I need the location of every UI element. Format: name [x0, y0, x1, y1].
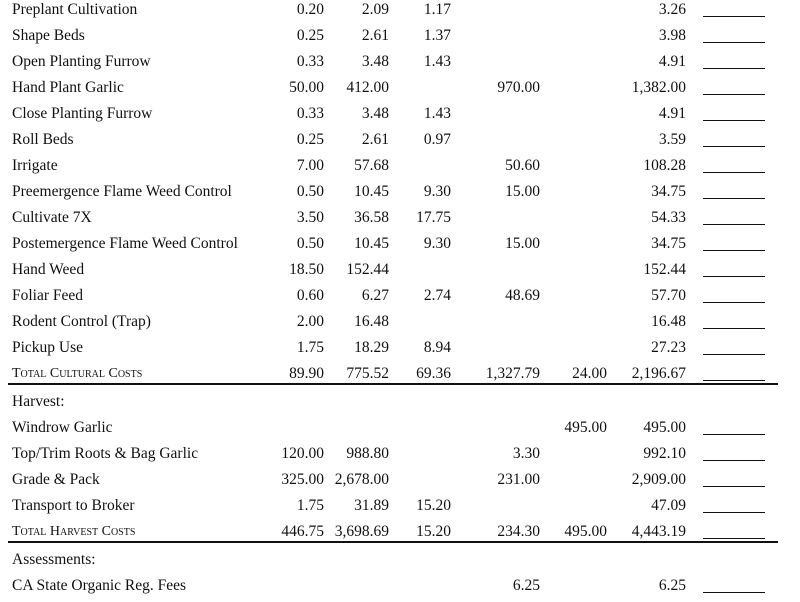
value-cell: 18.29 — [354, 339, 389, 356]
value-cell: 15.20 — [416, 523, 451, 540]
blank-line — [703, 538, 765, 539]
value-cell: 24.00 — [572, 365, 607, 382]
value-cell: 4.91 — [658, 105, 686, 122]
value-cell: 988.80 — [346, 445, 389, 462]
table-row — [0, 444, 800, 470]
blank-line — [703, 94, 765, 95]
value-cell: 9.30 — [423, 183, 451, 200]
value-cell — [325, 576, 389, 602]
harvest-heading: Harvest: — [12, 393, 65, 410]
operation-label: Preplant Cultivation — [12, 1, 138, 18]
operation-label: Foliar Feed — [12, 287, 84, 304]
value-cell: 7.00 — [296, 157, 324, 174]
table-row — [0, 156, 800, 182]
value-cell: 9.30 — [423, 235, 451, 252]
value-cell: 3.98 — [658, 27, 686, 44]
value-cell — [550, 470, 607, 496]
value-cell: 446.75 — [281, 523, 324, 540]
table-row — [0, 182, 800, 208]
value-cell — [470, 418, 540, 444]
value-cell: 6.27 — [361, 287, 389, 304]
table-row — [0, 52, 800, 78]
value-cell: 231.00 — [497, 471, 540, 488]
value-cell — [470, 130, 540, 156]
value-cell: 34.75 — [651, 183, 686, 200]
value-cell: 1.37 — [423, 27, 451, 44]
value-cell: 2.74 — [423, 287, 451, 304]
value-cell: 34.75 — [651, 235, 686, 252]
value-cell — [470, 0, 540, 26]
value-cell: 1.43 — [423, 105, 451, 122]
value-cell — [400, 156, 451, 182]
blank-line — [703, 42, 765, 43]
blank-line — [703, 224, 765, 225]
table-row — [0, 0, 800, 26]
value-cell: 0.50 — [296, 183, 324, 200]
assessments-heading: Assessments: — [12, 551, 96, 568]
value-cell: 495.00 — [643, 419, 686, 436]
value-cell: 4.91 — [658, 53, 686, 70]
total-label: Total Cultural Costs — [12, 366, 143, 381]
value-cell — [470, 104, 540, 130]
operation-label: CA State Organic Reg. Fees — [12, 577, 187, 594]
value-cell: 3,698.69 — [334, 523, 389, 540]
value-cell: 1,327.79 — [485, 365, 540, 382]
value-cell: 1.17 — [423, 1, 451, 18]
value-cell — [470, 26, 540, 52]
value-cell — [550, 182, 607, 208]
value-cell: 1.43 — [423, 53, 451, 70]
value-cell — [550, 78, 607, 104]
value-cell: 50.00 — [289, 79, 324, 96]
value-cell: 0.33 — [296, 53, 324, 70]
value-cell — [550, 286, 607, 312]
blank-line — [703, 172, 765, 173]
value-cell — [470, 52, 540, 78]
value-cell: 120.00 — [281, 445, 324, 462]
value-cell: 31.89 — [354, 497, 389, 514]
blank-line — [703, 198, 765, 199]
blank-line — [703, 120, 765, 121]
table-row — [0, 260, 800, 286]
operation-label: Grade & Pack — [12, 471, 100, 488]
value-cell: 57.68 — [354, 157, 389, 174]
value-cell — [550, 26, 607, 52]
value-cell — [470, 208, 540, 234]
value-cell: 2.09 — [361, 1, 389, 18]
value-cell: 16.48 — [354, 313, 389, 330]
operation-label: Hand Weed — [12, 261, 85, 278]
blank-line — [703, 250, 765, 251]
value-cell: 0.25 — [296, 27, 324, 44]
value-cell: 15.00 — [505, 183, 540, 200]
value-cell: 4,443.19 — [631, 523, 686, 540]
value-cell: 10.45 — [354, 183, 389, 200]
value-cell — [400, 470, 451, 496]
operation-label: Irrigate — [12, 157, 58, 174]
blank-line — [703, 486, 765, 487]
value-cell: 2,909.00 — [631, 471, 686, 488]
blank-line — [703, 302, 765, 303]
table-row — [0, 470, 800, 496]
value-cell — [550, 208, 607, 234]
table-row — [0, 26, 800, 52]
value-cell: 970.00 — [497, 79, 540, 96]
value-cell — [550, 338, 607, 364]
value-cell — [400, 444, 451, 470]
value-cell: 1.75 — [296, 497, 324, 514]
value-cell — [400, 576, 451, 602]
section-heading-row — [0, 550, 800, 576]
table-row — [0, 418, 800, 444]
table-row — [0, 286, 800, 312]
operation-label: Hand Plant Garlic — [12, 79, 124, 96]
blank-line — [703, 460, 765, 461]
value-cell: 10.45 — [354, 235, 389, 252]
value-cell: 0.25 — [296, 131, 324, 148]
blank-line — [703, 592, 765, 593]
value-cell: 495.00 — [564, 523, 607, 540]
value-cell: 152.44 — [643, 261, 686, 278]
section-heading-row — [0, 392, 800, 418]
operation-label: Transport to Broker — [12, 497, 135, 514]
value-cell: 54.33 — [651, 209, 686, 226]
blank-line — [703, 354, 765, 355]
value-cell: 0.20 — [296, 1, 324, 18]
value-cell — [400, 418, 451, 444]
total-label: Total Harvest Costs — [12, 524, 136, 539]
value-cell: 18.50 — [289, 261, 324, 278]
table-row — [0, 496, 800, 522]
value-cell: 3.59 — [658, 131, 686, 148]
value-cell — [550, 52, 607, 78]
value-cell: 3.48 — [361, 105, 389, 122]
value-cell — [550, 444, 607, 470]
value-cell — [470, 338, 540, 364]
operation-label: Windrow Garlic — [12, 419, 113, 436]
operation-label: Pickup Use — [12, 339, 84, 356]
table-row — [0, 130, 800, 156]
operation-label: Shape Beds — [12, 27, 85, 44]
value-cell: 6.25 — [658, 577, 686, 594]
value-cell — [400, 260, 451, 286]
value-cell: 3.26 — [658, 1, 686, 18]
value-cell — [550, 104, 607, 130]
total-cultural-costs-row — [0, 364, 800, 390]
value-cell — [400, 78, 451, 104]
value-cell: 775.52 — [346, 365, 389, 382]
value-cell: 234.30 — [497, 523, 540, 540]
value-cell — [550, 130, 607, 156]
operation-label: Close Planting Furrow — [12, 105, 153, 122]
operation-label: Top/Trim Roots & Bag Garlic — [12, 445, 199, 462]
value-cell: 0.33 — [296, 105, 324, 122]
value-cell: 412.00 — [346, 79, 389, 96]
value-cell: 6.25 — [512, 577, 540, 594]
value-cell — [470, 260, 540, 286]
value-cell: 15.00 — [505, 235, 540, 252]
blank-line — [703, 16, 765, 17]
blank-line — [703, 434, 765, 435]
value-cell: 69.36 — [416, 365, 451, 382]
blank-line — [703, 380, 765, 381]
value-cell: 8.94 — [423, 339, 451, 356]
value-cell: 2.61 — [361, 131, 389, 148]
value-cell: 495.00 — [564, 419, 607, 436]
section-divider — [8, 383, 778, 385]
blank-line — [703, 146, 765, 147]
value-cell — [550, 156, 607, 182]
operation-label: Roll Beds — [12, 131, 74, 148]
value-cell: 15.20 — [416, 497, 451, 514]
table-row — [0, 576, 800, 602]
value-cell — [550, 260, 607, 286]
value-cell — [550, 0, 607, 26]
operation-label: Rodent Control (Trap) — [12, 313, 151, 330]
table-row — [0, 338, 800, 364]
table-row — [0, 234, 800, 260]
value-cell: 2.61 — [361, 27, 389, 44]
value-cell: 108.28 — [643, 157, 686, 174]
value-cell: 36.58 — [354, 209, 389, 226]
table-row — [0, 312, 800, 338]
value-cell: 0.97 — [423, 131, 451, 148]
value-cell: 48.69 — [505, 287, 540, 304]
value-cell: 27.23 — [651, 339, 686, 356]
operation-label: Postemergence Flame Weed Control — [12, 235, 238, 252]
value-cell: 17.75 — [416, 209, 451, 226]
value-cell — [550, 576, 607, 602]
value-cell: 57.70 — [651, 287, 686, 304]
value-cell — [550, 312, 607, 338]
value-cell: 47.09 — [651, 497, 686, 514]
table-row — [0, 78, 800, 104]
value-cell — [255, 576, 324, 602]
value-cell: 3.50 — [296, 209, 324, 226]
total-harvest-costs-row — [0, 522, 800, 548]
value-cell — [255, 418, 324, 444]
value-cell: 1.75 — [296, 339, 324, 356]
value-cell — [470, 496, 540, 522]
value-cell: 50.60 — [505, 157, 540, 174]
value-cell: 16.48 — [651, 313, 686, 330]
value-cell: 2.00 — [296, 313, 324, 330]
value-cell: 2,196.67 — [631, 365, 686, 382]
value-cell — [550, 496, 607, 522]
blank-line — [703, 276, 765, 277]
value-cell — [470, 312, 540, 338]
blank-line — [703, 328, 765, 329]
blank-line — [703, 68, 765, 69]
value-cell: 3.48 — [361, 53, 389, 70]
value-cell: 152.44 — [346, 261, 389, 278]
value-cell: 89.90 — [289, 365, 324, 382]
section-divider — [8, 541, 778, 543]
operation-label: Open Planting Furrow — [12, 53, 151, 70]
table-row — [0, 104, 800, 130]
value-cell: 992.10 — [643, 445, 686, 462]
value-cell — [400, 312, 451, 338]
value-cell: 0.50 — [296, 235, 324, 252]
value-cell — [325, 418, 389, 444]
value-cell: 3.30 — [512, 445, 540, 462]
operation-label: Cultivate 7X — [12, 209, 92, 226]
value-cell: 2,678.00 — [334, 471, 389, 488]
value-cell: 0.60 — [296, 287, 324, 304]
operation-label: Preemergence Flame Weed Control — [12, 183, 232, 200]
blank-line — [703, 512, 765, 513]
value-cell: 1,382.00 — [631, 79, 686, 96]
value-cell: 325.00 — [281, 471, 324, 488]
table-row — [0, 208, 800, 234]
value-cell — [550, 234, 607, 260]
